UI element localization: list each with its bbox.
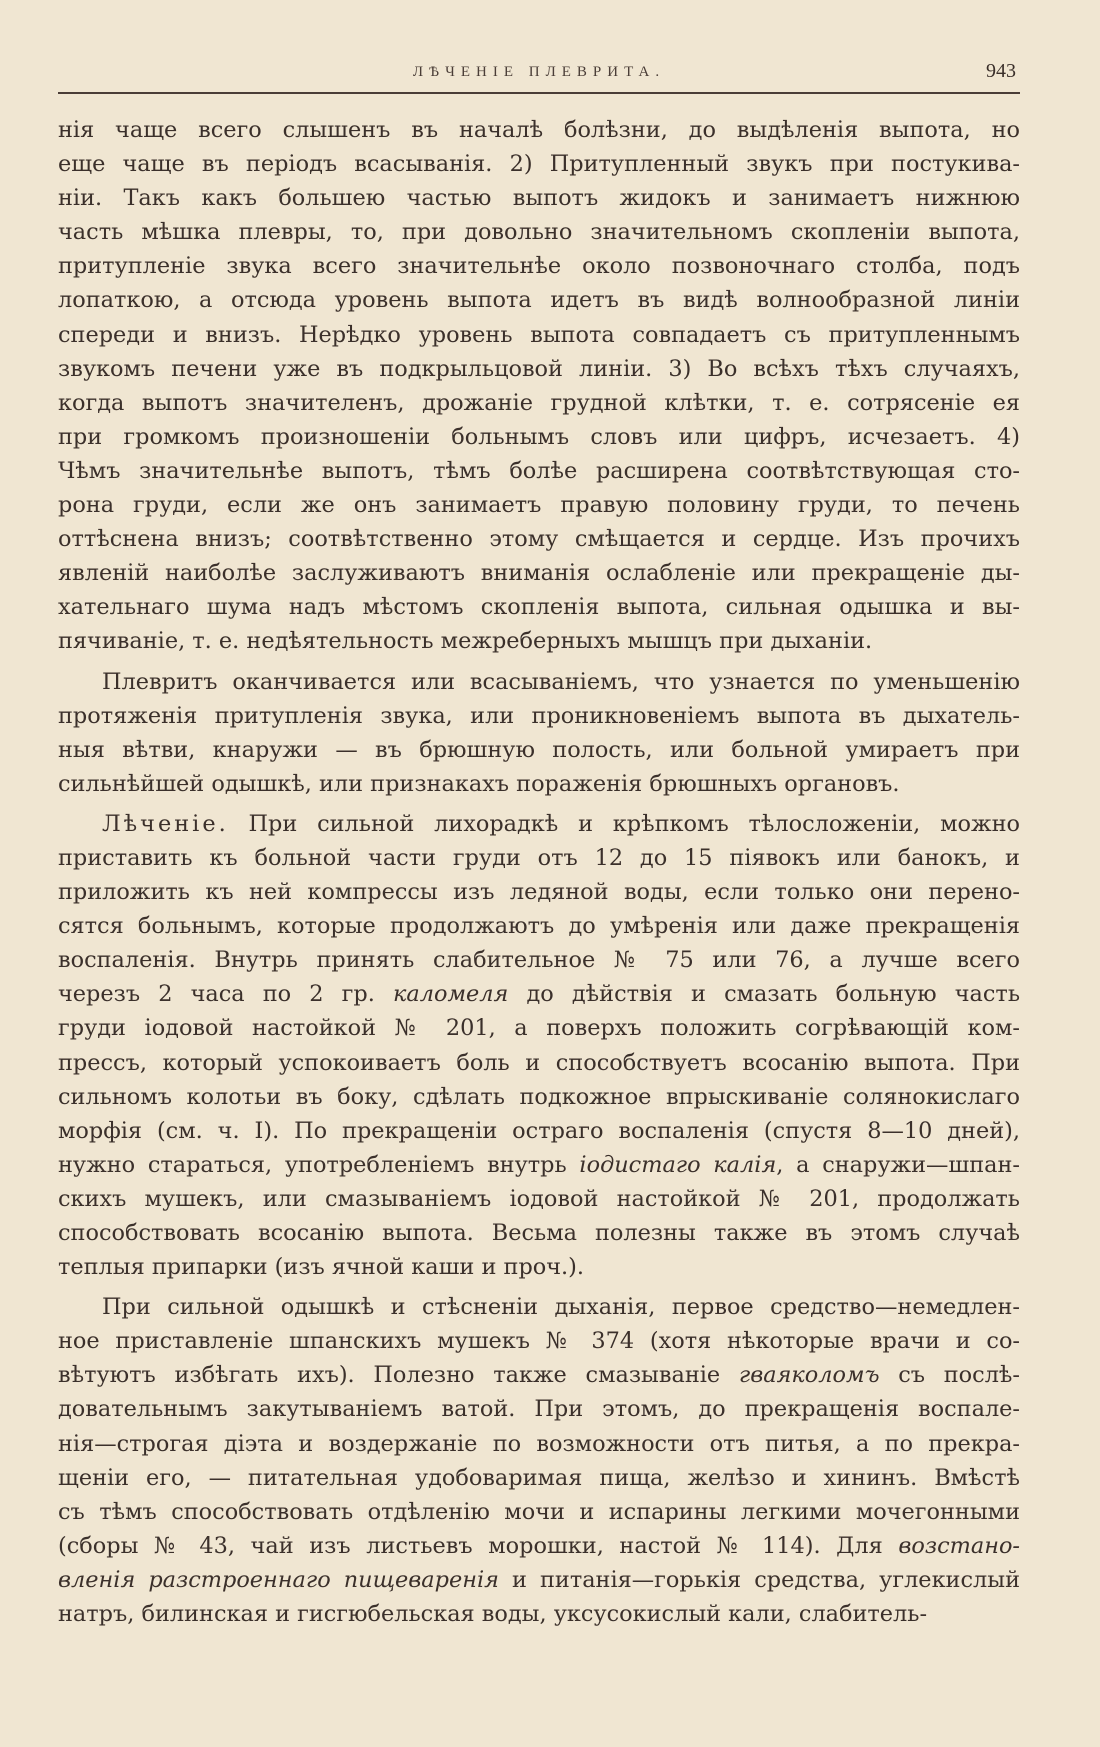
text-line: груди іодовой настойкой № 201, а поверхъ положить согрѣвающій ком- [58, 1015, 1020, 1042]
text-line: При сильной одышкѣ и стѣсненіи дыханія, первое средство—немедлен- [102, 1294, 1020, 1321]
text-line: явленій наиболѣе заслуживаютъ вниманія ослабленіе или прекращеніе ды- [58, 560, 1020, 587]
text-line: хательнаго шума надъ мѣстомъ скопленія выпота, сильная одышка и вы- [58, 594, 1020, 621]
text-line: черезъ 2 часа по 2 гр. каломеля до дѣйствія и смазать больную часть [58, 981, 1020, 1008]
text-line: часть мѣшка плевры, то, при довольно значительномъ скопленіи выпота, [58, 219, 1020, 246]
text-line: теплыя припарки (изъ ячной каши и проч.). [58, 1254, 585, 1281]
text-line: нужно стараться, употребленіемъ внутрь іодистаго калія, а снаружи—шпан- [58, 1151, 1020, 1178]
text-line: еще чаще въ періодъ всасыванія. 2) Притупленный звукъ при постукива- [58, 151, 1020, 178]
paragraph-symptoms-continued [58, 113, 1020, 659]
text-line: сятся больнымъ, которые продолжаютъ до умѣренія или даже прекращенія [58, 913, 1020, 940]
text-line: приложить къ ней компрессы изъ ледяной воды, если только они перено- [58, 879, 1020, 906]
text-line: способствовать всосанію выпота. Весьма полезны также въ этомъ случаѣ [58, 1220, 1020, 1246]
text-line: звукомъ печени уже въ подкрыльцовой линіи. 3) Во всѣхъ тѣхъ случаяхъ, [58, 355, 1020, 382]
text-line: оттѣснена внизъ; соотвѣтственно этому смѣщается и сердце. Изъ прочихъ [58, 526, 1020, 553]
text-line: воспаленія. Внутрь принять слабительное № 75 или 76, а лучше всего [58, 947, 1020, 974]
text-line: протяженія притупленія звука, или проникновеніемъ выпота въ дыхатель- [58, 702, 1020, 729]
italic-term: вленія разстроеннаго пищеваренія [58, 1566, 499, 1593]
text-line: сильнѣйшей одышкѣ, или признакахъ пораженія брюшныхъ органовъ. [58, 770, 900, 797]
text-line: скихъ мушекъ, или смазываніемъ іодовой настойкой № 201, продолжать [58, 1185, 1020, 1212]
page-header [58, 58, 1020, 94]
text-line: пячиваніе, т. е. недѣятельность межреберныхъ мышцъ при дыханіи. [58, 628, 873, 655]
text-line: ніи. Такъ какъ большею частью выпотъ жидокъ и занимаетъ нижнюю [58, 185, 1020, 212]
text-line: ныя вѣтви, кнаружи — въ брюшную полость, или больной умираетъ при [58, 736, 1020, 763]
text-line: морфія (см. ч. I). По прекращеніи остраго воспаленія (спустя 8—10 дней), [58, 1117, 1020, 1144]
text-line: рона груди, если же онъ занимаетъ правую половину груди, то печень [58, 492, 1020, 519]
paragraph-treatment [58, 807, 1020, 1284]
text-line: приставить къ больной части груди отъ 12 до 15 піявокъ или банокъ, и [58, 844, 1020, 871]
page-number: 943 [986, 60, 1016, 82]
text-line: прессъ, который успокоиваетъ боль и способствуетъ всосанію выпота. При [58, 1049, 1020, 1076]
text-line: съ тѣмъ способствовать отдѣленію мочи и испарины легкими мочегонными [58, 1498, 1020, 1525]
text-line: щеніи его, — питательная удобоваримая пища, желѣзо и хининъ. Вмѣстѣ [58, 1464, 1020, 1491]
text-line: нія чаще всего слышенъ въ началѣ болѣзни, до выдѣленія выпота, но [58, 117, 1020, 143]
text-line: при громкомъ произношеніи больнымъ словъ или цифръ, исчезаетъ. 4) [58, 423, 1020, 450]
text-line: Плевритъ оканчивается или всасываніемъ, что узнается по уменьшенію [102, 668, 1020, 695]
text-line: лопаткою, а отсюда уровень выпота идетъ въ видѣ волнообразной линіи [58, 287, 1020, 314]
text-line: нія—строгая діэта и воздержаніе по возможности отъ питья, а по прекра- [58, 1430, 1020, 1457]
paragraph-dyspnea-treatment [58, 1290, 1020, 1631]
text-line: Лѣченіе. При сильной лихорадкѣ и крѣпкомъ тѣлосложеніи, можно [102, 810, 1020, 837]
italic-term: возстано- [898, 1532, 1020, 1559]
italic-term: іодистаго калія [579, 1151, 777, 1178]
section-heading: Лѣченіе. [102, 810, 229, 837]
text-line: спереди и внизъ. Нерѣдко уровень выпота совпадаетъ съ притупленнымъ [58, 321, 1020, 348]
running-title: ЛѢЧЕНІЕ ПЛЕВРИТА. [412, 64, 666, 80]
italic-term: гваяколомъ [738, 1362, 880, 1389]
text-line: вленія разстроеннаго пищеваренія и питанія—горькія средства, углекислый [58, 1566, 1020, 1593]
text-line: довательнымъ закутываніемъ ватой. При этомъ, до прекращенія воспале- [58, 1396, 1020, 1423]
paragraph-outcome [58, 665, 1020, 801]
text-line: сильномъ колотьи въ боку, сдѣлать подкожное впрыскиваніе солянокислаго [58, 1083, 1020, 1110]
text-line: Чѣмъ значительнѣе выпотъ, тѣмъ болѣе расширена соотвѣтствующая сто- [58, 457, 1020, 484]
text-line: вѣтуютъ избѣгать ихъ). Полезно также смазываніе гваяколомъ съ послѣ- [58, 1362, 1020, 1389]
text-line: ное приставленіе шпанскихъ мушекъ № 374 (хотя нѣкоторые врачи и со- [58, 1328, 1020, 1355]
text-line: притупленіе звука всего значительнѣе около позвоночнаго столба, подъ [58, 253, 1020, 280]
text-line: натръ, билинская и гисгюбельская воды, уксусокислый кали, слабитель- [58, 1601, 928, 1628]
italic-term: каломеля [392, 981, 509, 1008]
text-line: когда выпотъ значителенъ, дрожаніе грудной клѣтки, т. е. сотрясеніе ея [58, 389, 1020, 416]
page-body [58, 113, 1020, 1631]
text-line: (сборы № 43, чай изъ листьевъ морошки, настой № 114). Для возстано- [58, 1532, 1020, 1559]
